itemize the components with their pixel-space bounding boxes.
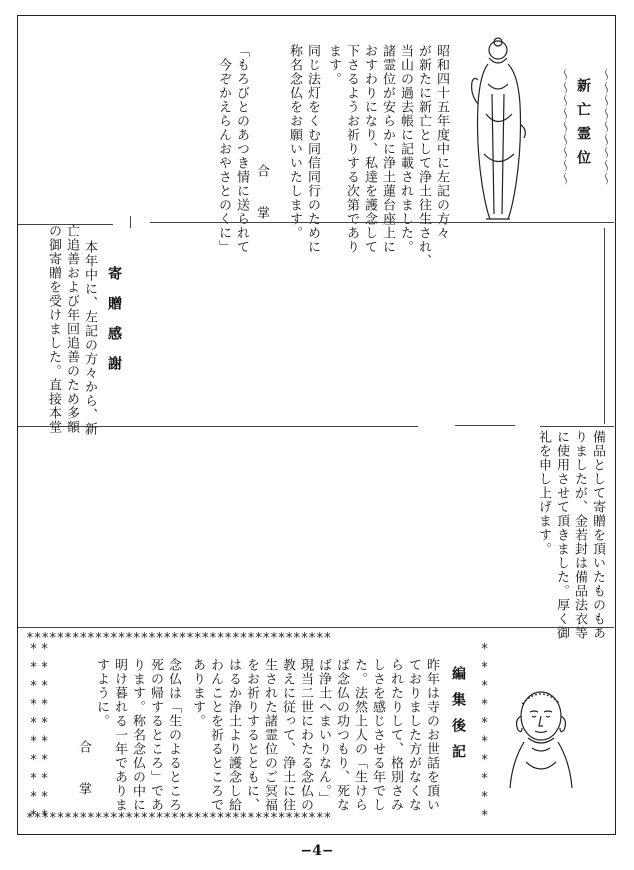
section1-col-5: おすわりになり、私達を護念して (362, 44, 377, 254)
section4-col-15: 念仏は「生のよるところ (166, 658, 181, 812)
section4-col-14: あります。 (190, 658, 205, 728)
section3-col-3: に使用させて頂きました。厚く御 (554, 430, 569, 640)
section2-col-1: 本年中に、左記の方々から、新 (82, 240, 97, 436)
divider-2c (540, 426, 614, 427)
section1-title: 新亡霊位 (575, 78, 591, 174)
section4-col-19: すように。 (94, 658, 109, 728)
section4-col-18: 明け暮れる一年でありま (112, 658, 127, 812)
section1-col-8: 同じ法灯をくむ同信同行のために (305, 44, 320, 254)
section1-col-6: 下さるようお祈りする次第であり (344, 44, 359, 254)
section4-col-7: ば浄土へまいりなん。」 (316, 658, 331, 806)
section2-col-3: の御寄贈を受けました。直接本堂 (46, 224, 61, 434)
star-border-top: **************************************** (26, 631, 332, 646)
buddha-head-illustration (504, 682, 578, 792)
star-border-right: ********** (477, 642, 492, 827)
section4-col-4: しさを感じさせる年でし (370, 658, 385, 812)
section4-col-11: をお祈りするとともに、 (244, 658, 259, 812)
section4-col-12: はるか浄土より護念し給 (226, 658, 241, 812)
section4-col-17: ります。称名念仏の中に (130, 658, 145, 812)
star-border-bottom: **************************************** (26, 811, 332, 826)
section4-col-13: わんことを祈るところで (208, 658, 223, 812)
section-new-deceased (18, 16, 614, 268)
section-donation-continued (18, 428, 614, 640)
section1-col-7: ます。 (326, 44, 341, 86)
decorative-wave-right: 〜〜〜〜〜〜〜〜〜 (597, 68, 612, 185)
divider-2a (18, 426, 418, 427)
decorative-wave-left: 〜〜〜〜〜〜〜〜〜 (556, 68, 571, 185)
divider-1b (150, 222, 614, 223)
section4-col-2: ておりました方がなくな (406, 658, 421, 812)
section2-title: 寄贈感謝 (106, 266, 122, 386)
section1-col-9: 称名念仏をお願いいたします。 (287, 44, 302, 240)
section1-poem-1: 「もろびとのあつき情に送られて (234, 44, 249, 254)
section1-col-3: 当山の過去帳に記載されました。 (398, 44, 413, 254)
section4-col-8: 現当二世にわたる念仏の (298, 658, 313, 812)
section-donation-thanks (18, 224, 614, 436)
section3-col-2: りましたが、金若封は備品法衣等 (572, 430, 587, 640)
section1-col-2: が新たに新亡として浄土往生され、 (416, 44, 431, 268)
section4-col-10: 生された諸霊位のご冥福 (262, 658, 277, 812)
section4-col-9: 教えに従って、浄土に往 (280, 658, 295, 812)
section-editorial-postscript (18, 628, 614, 833)
star-border-left-1: ********** (26, 642, 41, 827)
page-number: −4− (300, 843, 334, 859)
section4-col-16: 死の帰するところ」であ (148, 658, 163, 812)
section4-gassho: 合 掌 (76, 740, 91, 796)
section4-col-3: られたりして、格別さみ (388, 658, 403, 812)
section2-col-2: 亡追善および年回追善のため多額 (64, 224, 79, 434)
standing-buddha-illustration (458, 34, 538, 224)
section4-col-5: た。法然上人の「生けら (352, 658, 367, 812)
section1-poem-2: 今ぞかえらんおやさとのくに」 (216, 44, 231, 254)
section3-col-4: 礼を申し上げます。 (536, 430, 551, 556)
section4-title: 編集後記 (450, 666, 466, 770)
section1-col-1: 昭和四十五年度中に左記の方々 (434, 44, 449, 240)
star-border-left-2: ********** (37, 642, 52, 827)
section1-col-4: 諸霊位が安らかに浄土蓮台座上に (380, 44, 395, 254)
section1-gassho: 合 掌 (254, 164, 269, 220)
divider-2b (455, 425, 515, 426)
section3-col-1: 備品として寄贈を頂いたものもあ (590, 430, 605, 640)
section4-col-1: 昨年は寺のお世話を頂い (424, 658, 439, 812)
section4-col-6: ば念仏の功つもり、死な (334, 658, 349, 812)
